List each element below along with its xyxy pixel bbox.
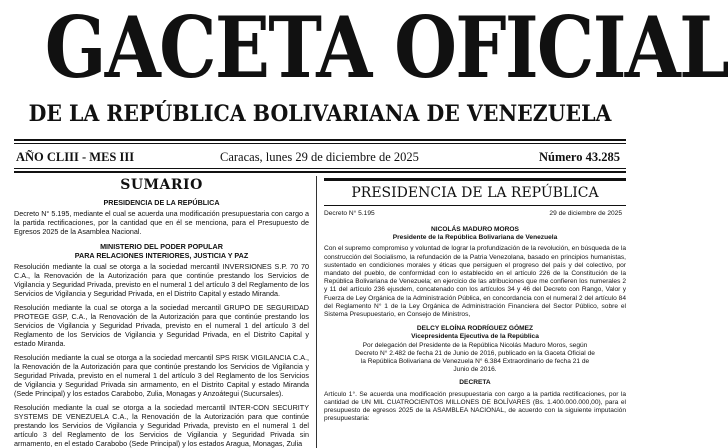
vp-role: Vicepresidenta Ejecutiva de la República bbox=[411, 333, 539, 341]
decree-line bbox=[324, 208, 626, 220]
sumario-entry: Decreto N° 5.195, mediante el cual se acuerda una modificación presupuestaria con cargo a la partida rectificaciones, por la cantidad que en él se menciona, para el Presupuesto de Egresos 2025 de la Asamblea Nacional. bbox=[14, 209, 309, 236]
vp-name: DELCY ELOÍNA RODRÍGUEZ GÓMEZ bbox=[416, 325, 534, 333]
presidencia-column bbox=[324, 176, 626, 448]
masthead bbox=[0, 0, 728, 142]
issue-number: Número 43.285 bbox=[538, 150, 620, 164]
masthead-title: GACETA OFICIAL bbox=[44, 0, 728, 97]
sumario-entry: Resolución mediante la cual se otorga a la sociedad mercantil INTER-CON SECURITY SYSTEMS DE VENEZUELA C.A., la Renovación de la Autorización para que continúe prestando los Servicios de Vigilancia y Seguridad Privada, previsto en el numeral 1 del artículo 3 del Reglamento de los Servicios de Vigilancia y Seguridad Privada sin armamento, en el estado Carabobo (Sede Principal) y los estados Aragua, Monagas, Zulia bbox=[14, 403, 309, 448]
decree-date: 29 de diciembre de 2025 bbox=[549, 210, 622, 217]
section-heading: MINISTERIO DEL PODER POPULAR bbox=[100, 242, 223, 251]
decree-number: Decreto N° 5.195 bbox=[324, 210, 375, 217]
section-heading: PRESIDENCIA DE LA REPÚBLICA bbox=[103, 198, 220, 207]
issue-bar-rule-thick bbox=[14, 171, 626, 173]
sumario-section-ministerio bbox=[14, 242, 309, 448]
sumario-entry: Resolución mediante la cual se otorga a la sociedad mercantil SPS RISK VIGILANCIA C.A., la Renovación de la Autorización para que continúe prestando los Servicios de Vigilancia y Seguridad Privada, previsto en el numeral 1 del artículo 3 del Reglamento de los Servicios de Vigilancia y Seguridad Privada sin armamento, en el Distrito Capital y estado Miranda (Sede Principal) y los estados Carabobo, Zulia, Monagas y Anzoátegui (Sucursales). bbox=[14, 353, 309, 398]
presidencia-rule bbox=[324, 205, 626, 206]
sumario-entry: Resolución mediante la cual se otorga a la sociedad mercantil GRUPO DE SEGURIDAD PROTEGE GSP, C.A., la Renovación de la Autorización para que continúe prestando los Servicios de Vigilancia y Seguridad Privada, previsto en el numeral 1 del artículo 3 del Reglamento de los Servicios de Vigilancia y Seguridad Privada, en el Distrito Capital y estado Miranda. bbox=[14, 303, 309, 348]
section-bar bbox=[324, 178, 626, 181]
masthead-subtitle: DE LA REPÚBLICA BOLIVARIANA DE VENEZUELA bbox=[28, 101, 612, 127]
president-name: NICOLÁS MADURO MOROS bbox=[431, 226, 519, 233]
presidencia-title: PRESIDENCIA DE LA REPÚBLICA bbox=[351, 185, 599, 201]
sumario-title: SUMARIO bbox=[120, 177, 203, 193]
issue-bar-rule bbox=[14, 168, 626, 169]
column-divider bbox=[316, 176, 317, 448]
president-role: Presidente de la República Bolivariana de Venezuela bbox=[392, 234, 558, 242]
decreta-heading: DECRETA bbox=[459, 379, 491, 387]
article-1: Artículo 1°. Se acuerda una modificación presupuestaria con cargo a la partida rectificaciones, por la cantidad de UN MIL CUATROCIENTOS MILLONES DE BOLÍVARES (Bs. 1.400.000.000,00), para el presupuesto de egresos 2025 de la ASAMBLEA NACIONAL, de acuerdo con la siguiente imputación presupuestaria: bbox=[324, 390, 626, 423]
decree-preamble: Con el supremo compromiso y voluntad de lograr la profundización de la revolución, en búsqueda de la construcción del Socialismo, la refundación de la Patria Venezolana, basado en principios humanistas, sustentado en condiciones morales y éticas que persiguen el progreso del país y del colectivo, por mandato del pueblo, de conformidad con lo establecido en el artículo 226 de la Constitución de la República Bolivariana de Venezuela; en ejercicio de las atribuciones que me confieren los numerales 2 y 11 del artículo 236 ejusdem, concatenado con los artículos 34 y 46 del Decreto con Rango, Valor y Fuerza de Ley Orgánica de la Administración Pública, en concordancia con el numeral 2 del artículo 84 del Reglamento N° 1 de la Ley Orgánica de Administración Financiera del Sector Público, sobre el Sistema Presupuestario, en Consejo de Ministros, bbox=[324, 245, 626, 319]
masthead-rule-top bbox=[14, 139, 626, 141]
sumario-column bbox=[14, 176, 309, 448]
issue-bar bbox=[16, 148, 624, 166]
sumario-entry: Resolución mediante la cual se otorga a la sociedad mercantil INVERSIONES S.P. 70 70 C.A., la Renovación de la Autorización para que continúe prestando los Servicios de Vigilancia y Seguridad Privada, previsto en el numeral 1 del artículo 3 del Reglamento de los Servicios de Vigilancia y Seguridad Privada, en el Distrito Capital y estado Miranda. bbox=[14, 262, 309, 298]
sumario-section-presidencia bbox=[14, 198, 309, 236]
masthead-rule-bottom bbox=[14, 143, 626, 144]
issue-year-month: AÑO CLIII - MES III bbox=[16, 150, 135, 164]
section-subheading: PARA RELACIONES INTERIORES, JUSTICIA Y PAZ bbox=[74, 251, 249, 260]
issue-date: Caracas, lunes 29 de diciembre de 2025 bbox=[220, 150, 419, 164]
delegation-note: Por delegación del Presidente de la República Nicolás Maduro Moros, según Decreto N° 2.482 de fecha 21 de Junio de 2016, publicado en la Gaceta Oficial de la República Bolivariana de Venezuela N° 6.384 Extraordinario de fecha 21 de Junio de 2016. bbox=[355, 341, 595, 374]
